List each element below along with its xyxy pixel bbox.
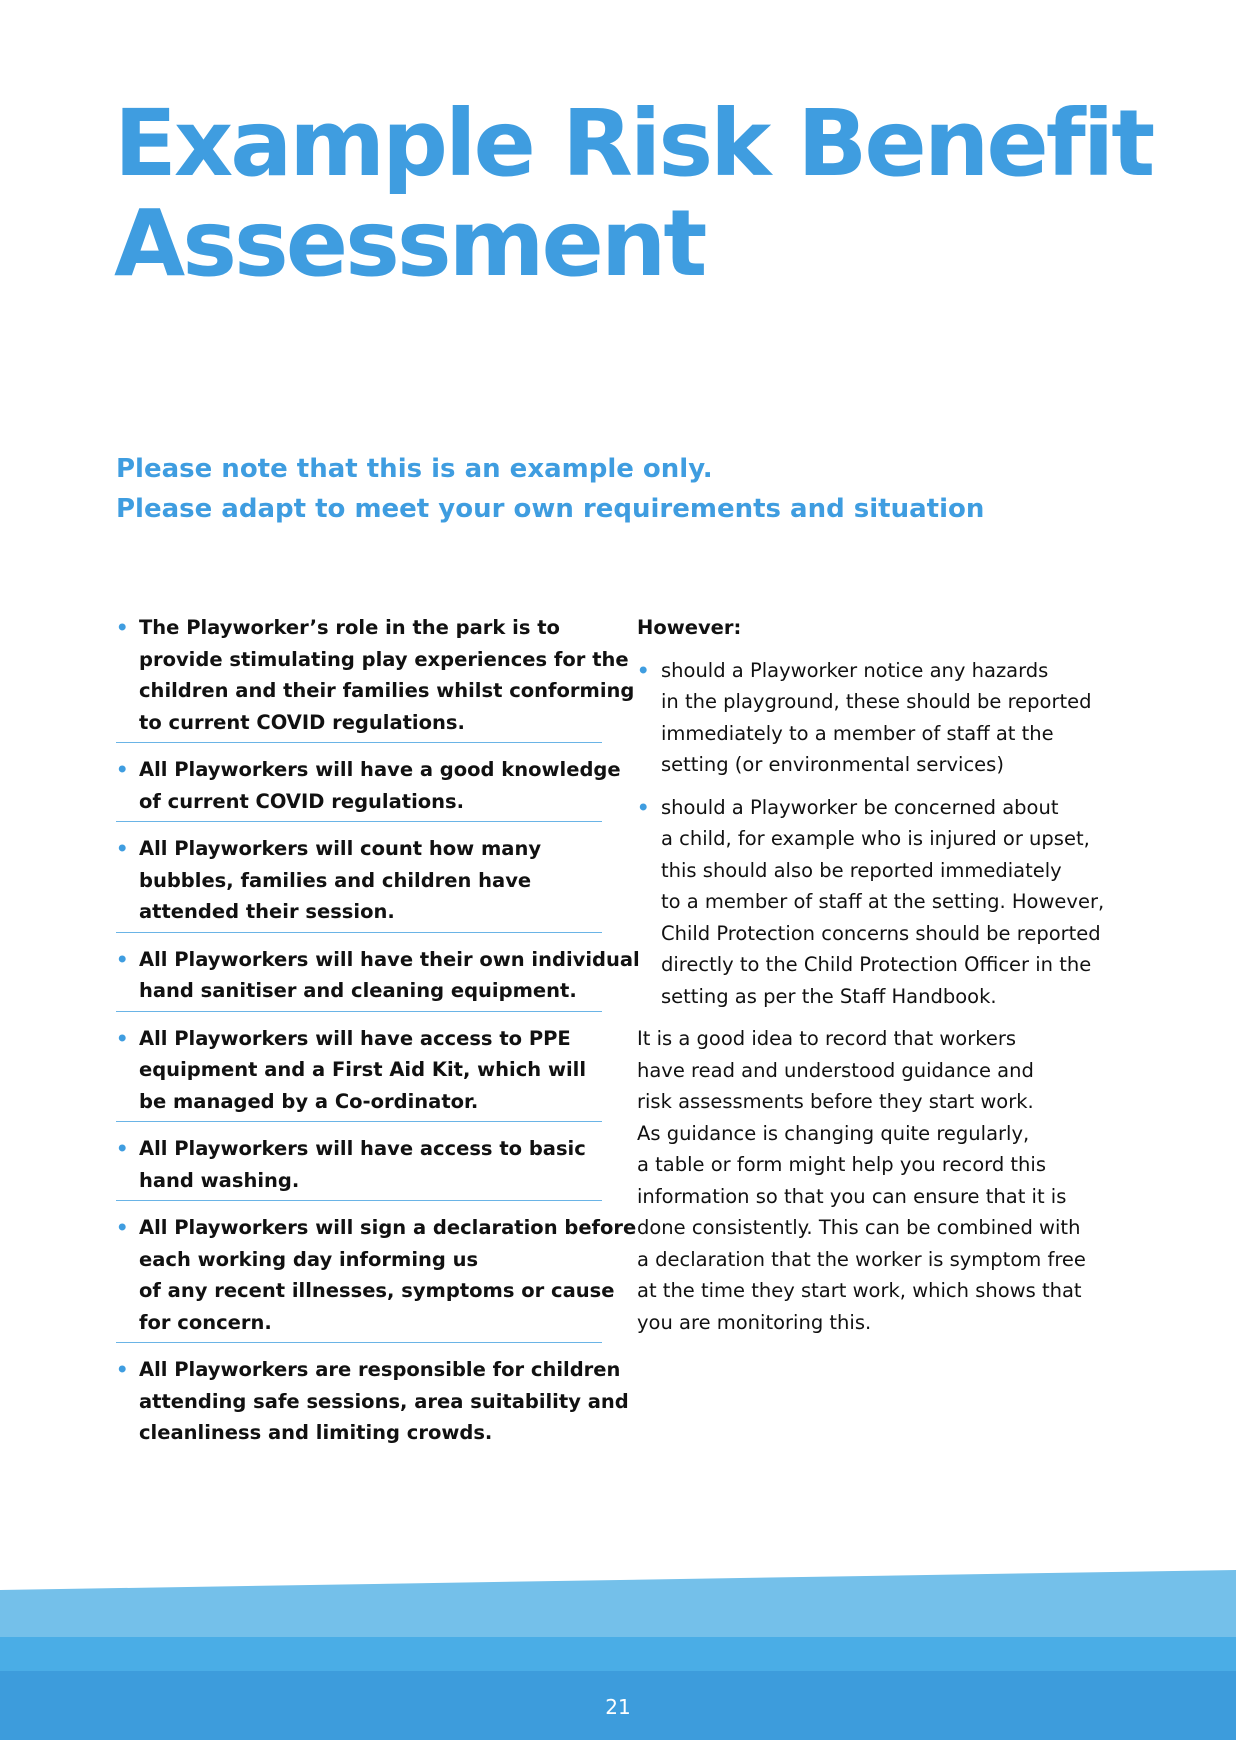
list-item-text-line: bubbles, families and children have [139, 868, 532, 892]
responsibility-item [116, 944, 640, 1012]
list-item-text-line: The Playworker’s role in the park is to [139, 616, 560, 639]
list-item-text-line: Child Protection concerns should be reported [661, 921, 1101, 945]
paragraph-line: a declaration that the worker is symptom free [637, 1247, 1086, 1271]
list-item-text-line: be managed by a Co-ordinator. [139, 1089, 479, 1113]
responsibility-item [116, 1354, 629, 1453]
list-item-text-line: a child, for example who is injured or upset, [661, 827, 1090, 850]
playworker-responsibilities-list [116, 612, 640, 1464]
reporting-item [637, 792, 1127, 1013]
however-heading: However: [637, 616, 742, 639]
list-item-text-line: to a member of staff at the setting. However, [661, 890, 1105, 913]
list-item-text-line: children and their families whilst conforming [139, 679, 635, 702]
reporting-guidance-list [637, 655, 1127, 1013]
list-item-text-line: hand sanitiser and cleaning equipment. [139, 979, 577, 1002]
list-item-text-line: each working day informing us [139, 1247, 479, 1271]
bullet-icon: • [116, 837, 129, 860]
list-item-text-line: immediately to a member of staff at the [661, 721, 1054, 745]
example-note [116, 449, 1116, 529]
page-title-line-2: Assessment [114, 190, 705, 297]
list-item-text-line: in the playground, these should be reported [661, 690, 1092, 713]
list-item-text-line: this should also be reported immediately [661, 858, 1062, 882]
list-item-text-line: attended their session. [139, 900, 395, 923]
paragraph-line: information so that you can ensure that it is [637, 1184, 1067, 1208]
paragraph-line: risk assessments before they start work. [637, 1090, 1034, 1113]
list-item-text-line: All Playworkers will have a good knowledge [139, 758, 621, 781]
bullet-icon: • [637, 795, 650, 819]
list-item-text-line: All Playworkers will have access to basic [139, 1137, 586, 1160]
paragraph-line: It is a good idea to record that workers [637, 1027, 1017, 1050]
paragraph-line: have read and understood guidance and [637, 1058, 1034, 1082]
paragraph-line: at the time they start work, which shows that [637, 1279, 1082, 1302]
paragraph-line: As guidance is changing quite regularly, [637, 1121, 1030, 1145]
example-note-line-1: Please note that this is an example only. [116, 454, 713, 484]
list-item-text-line: of current COVID regulations. [139, 789, 465, 813]
list-item-text-line: All Playworkers are responsible for children [139, 1358, 621, 1381]
list-item-text-line: of any recent illnesses, symptoms or cause [139, 1279, 615, 1302]
responsibility-item [116, 833, 602, 933]
bullet-icon: • [116, 1137, 129, 1160]
list-item-text-line: for concern. [139, 1310, 272, 1334]
list-item-text-line: should a Playworker be concerned about [661, 795, 1059, 819]
bullet-icon: • [116, 758, 129, 781]
list-item-text-line: setting (or environmental services) [661, 753, 1004, 776]
bullet-icon: • [116, 616, 129, 639]
bullet-icon: • [116, 1216, 129, 1239]
list-item-text-line: to current COVID regulations. [139, 710, 465, 734]
responsibility-item [116, 1212, 637, 1343]
example-note-line-2: Please adapt to meet your own requirements and situation [116, 494, 985, 524]
list-item-text-line: directly to the Child Protection Officer in the [661, 953, 1092, 976]
page-title [114, 90, 1174, 297]
however-column [637, 612, 1127, 1338]
list-item-text-line: setting as per the Staff Handbook. [661, 984, 997, 1008]
list-item-text-line: All Playworkers will sign a declaration before [139, 1216, 637, 1239]
list-item-text-line: All Playworkers will have access to PPE [139, 1026, 571, 1050]
bullet-icon: • [116, 947, 129, 971]
list-item-text-line: hand washing. [139, 1168, 300, 1192]
list-item-text-line: cleanliness and limiting crowds. [139, 1421, 493, 1444]
reporting-item [637, 655, 1127, 781]
list-item-text-line: should a Playworker notice any hazards [661, 658, 1049, 682]
paragraph-line: you are monitoring this. [637, 1310, 872, 1334]
responsibility-item [116, 1023, 602, 1123]
responsibility-item [116, 612, 635, 743]
paragraph-line: a table or form might help you record this [637, 1153, 1046, 1176]
bullet-icon: • [637, 658, 650, 682]
responsibility-item [116, 1133, 602, 1201]
recording-guidance-paragraph [637, 1023, 1127, 1338]
list-item-text-line: attending safe sessions, area suitability and [139, 1389, 629, 1413]
list-item-text-line: All Playworkers will have their own individual [139, 947, 640, 971]
list-item-text-line: provide stimulating play experiences for the [139, 647, 629, 671]
list-item-text-line: All Playworkers will count how many [139, 837, 542, 860]
page-title-line-1: Example Risk Benefit [114, 90, 1153, 197]
page-number: 21 [605, 1695, 631, 1719]
responsibility-item [116, 754, 621, 822]
list-item-text-line: equipment and a First Aid Kit, which will [139, 1058, 587, 1081]
paragraph-line: done consistently. This can be combined with [637, 1216, 1081, 1239]
bullet-icon: • [116, 1358, 129, 1381]
bullet-icon: • [116, 1026, 129, 1050]
